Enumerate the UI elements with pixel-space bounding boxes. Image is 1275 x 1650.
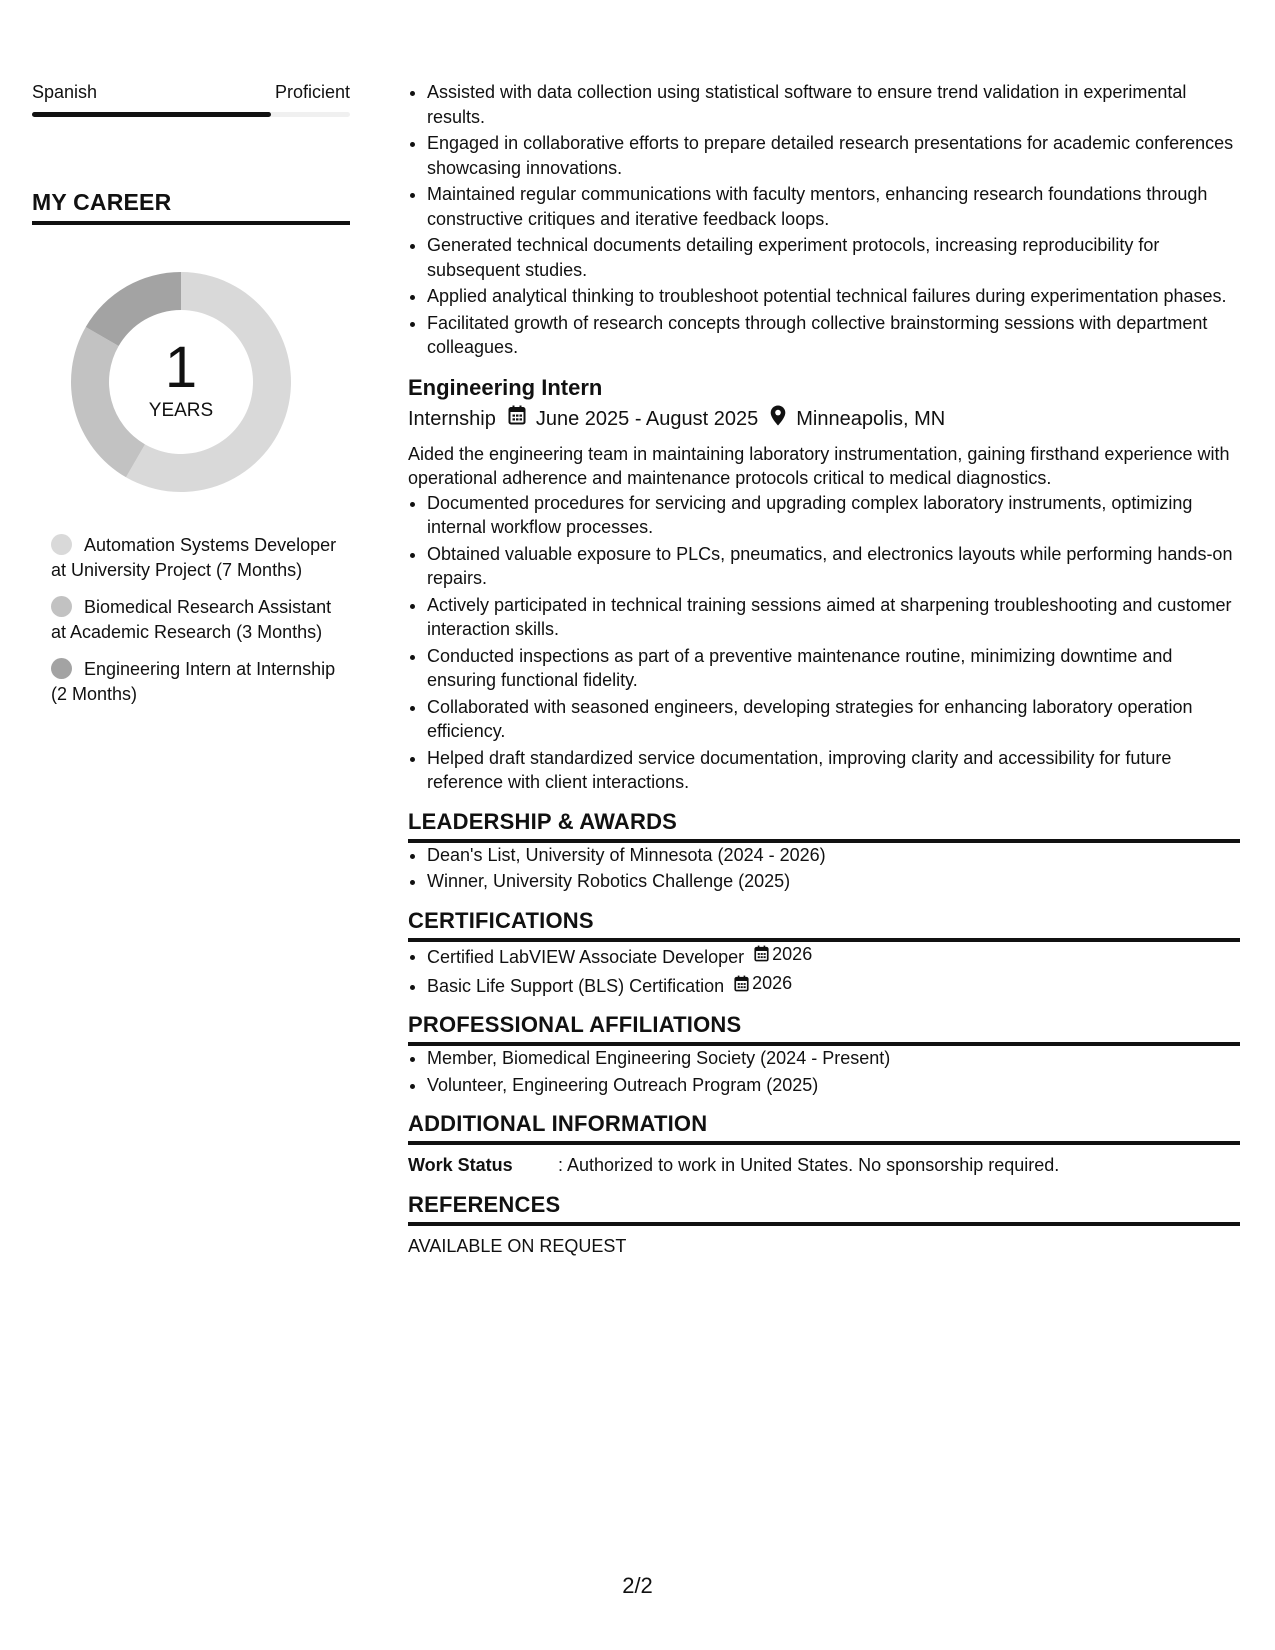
certification-year: 2026 [752,972,793,993]
job-title: Engineering Intern [408,374,603,400]
map-pin-icon [770,405,786,434]
certifications-heading: CERTIFICATIONS [408,908,1240,942]
legend-label: Automation Systems Developer at University Project (7 Months) [51,535,337,580]
job-meta [408,405,1240,434]
certification-item [427,942,1240,969]
career-donut-chart [66,267,296,497]
job-company: Internship [408,408,496,430]
affiliation-item: • Volunteer, Engineering Outreach Program (2025) [427,1073,1240,1098]
bullet-item: • Collaborated with seasoned engineers, developing strategies for enhancing laboratory operation efficiency. [427,695,1240,744]
job-bullets [408,491,1240,795]
language-row [32,80,350,104]
affiliation-item: • Member, Biomedical Engineering Society (2024 - Present) [427,1046,1240,1071]
language-level: Proficient [274,82,350,102]
certification-date [754,942,812,967]
bullet-item: • Assisted with data collection using statistical software to ensure trend validation in experimental results. [427,80,1240,129]
language-proficiency-bar [32,112,350,117]
bullet-item: • Engaged in collaborative efforts to prepare detailed research presentations for academic conferences showcasing innovations. [427,131,1240,180]
affiliations-list [408,1046,1240,1097]
legend-label: Biomedical Research Assistant at Academic Research (3 Months) [51,597,332,642]
calendar-icon [754,945,772,962]
leadership-heading: LEADERSHIP & AWARDS [408,809,1240,843]
references-heading: REFERENCES [408,1192,1240,1226]
award-item: • Winner, University Robotics Challenge (2025) [427,869,1240,894]
bullet-item: • Conducted inspections as part of a preventive maintenance routine, minimizing downtime and ensuring functional fidelity. [427,644,1240,693]
sidebar [32,80,350,719]
affiliations-heading: PROFESSIONAL AFFILIATIONS [408,1012,1240,1046]
work-status-value: : Authorized to work in United States. No sponsorship required. [558,1155,1060,1175]
bullet-item: • Obtained valuable exposure to PLCs, pneumatics, and electronics layouts while performing hands-on repairs. [427,542,1240,591]
job-location: Minneapolis, MN [796,408,946,430]
career-total-unit: YEARS [148,400,214,421]
certifications-list [408,942,1240,999]
bullet-item: • Documented procedures for servicing and upgrading complex laboratory instruments, optimizing internal workflow processes. [427,491,1240,540]
additional-info-heading: ADDITIONAL INFORMATION [408,1111,1240,1145]
calendar-icon [734,975,752,992]
bullet-item: • Actively participated in technical training sessions aimed at sharpening troubleshooting and customer interaction skills. [427,593,1240,642]
certification-date [734,971,792,996]
legend-label: Engineering Intern at Internship (2 Months) [51,659,336,704]
references-text: AVAILABLE ON REQUEST [408,1235,627,1256]
certification-item [427,971,1240,998]
main-content [408,80,1240,1258]
certification-name: Basic Life Support (BLS) Certification [427,975,725,996]
career-heading: MY CAREER [32,189,350,225]
job-description: Aided the engineering team in maintaining laboratory instrumentation, gaining firsthand experience with operational adherence and maintenance protocols critical to medical diagnostics. [408,443,1230,488]
language-proficiency-fill [32,112,271,117]
previous-job-bullets [408,80,1240,360]
bullet-item: • Maintained regular communications with faculty mentors, enhancing research foundations through constructive critiques and iterative feedback loops. [427,182,1240,231]
career-total-value: 1 [164,335,198,400]
bullet-item: • Applied analytical thinking to troubleshoot potential technical failures during experimentation phases. [427,284,1240,309]
career-legend-item [51,657,350,706]
legend-dot [51,534,72,555]
bullet-item: • Generated technical documents detailing experiment protocols, increasing reproducibility for subsequent studies. [427,233,1240,282]
language-name: Spanish [32,82,98,102]
career-legend-item [51,533,350,582]
legend-dot [51,658,72,679]
work-status-label: Work Status [408,1155,513,1175]
certification-name: Certified LabVIEW Associate Developer [427,946,745,967]
page-number: 2/2 [622,1573,653,1598]
work-status-row [408,1153,1240,1178]
career-legend-item [51,595,350,644]
bullet-item: • Facilitated growth of research concepts through collective brainstorming sessions with department colleagues. [427,311,1240,360]
bullet-item: • Helped draft standardized service documentation, improving clarity and accessibility for future reference with client interactions. [427,746,1240,795]
job-dates: June 2025 - August 2025 [535,408,759,430]
legend-dot [51,596,72,617]
donut-center [66,267,296,497]
award-item: • Dean's List, University of Minnesota (2024 - 2026) [427,843,1240,868]
calendar-icon [508,405,526,433]
career-legend [32,533,350,706]
certification-year: 2026 [772,943,813,964]
leadership-list [408,843,1240,894]
